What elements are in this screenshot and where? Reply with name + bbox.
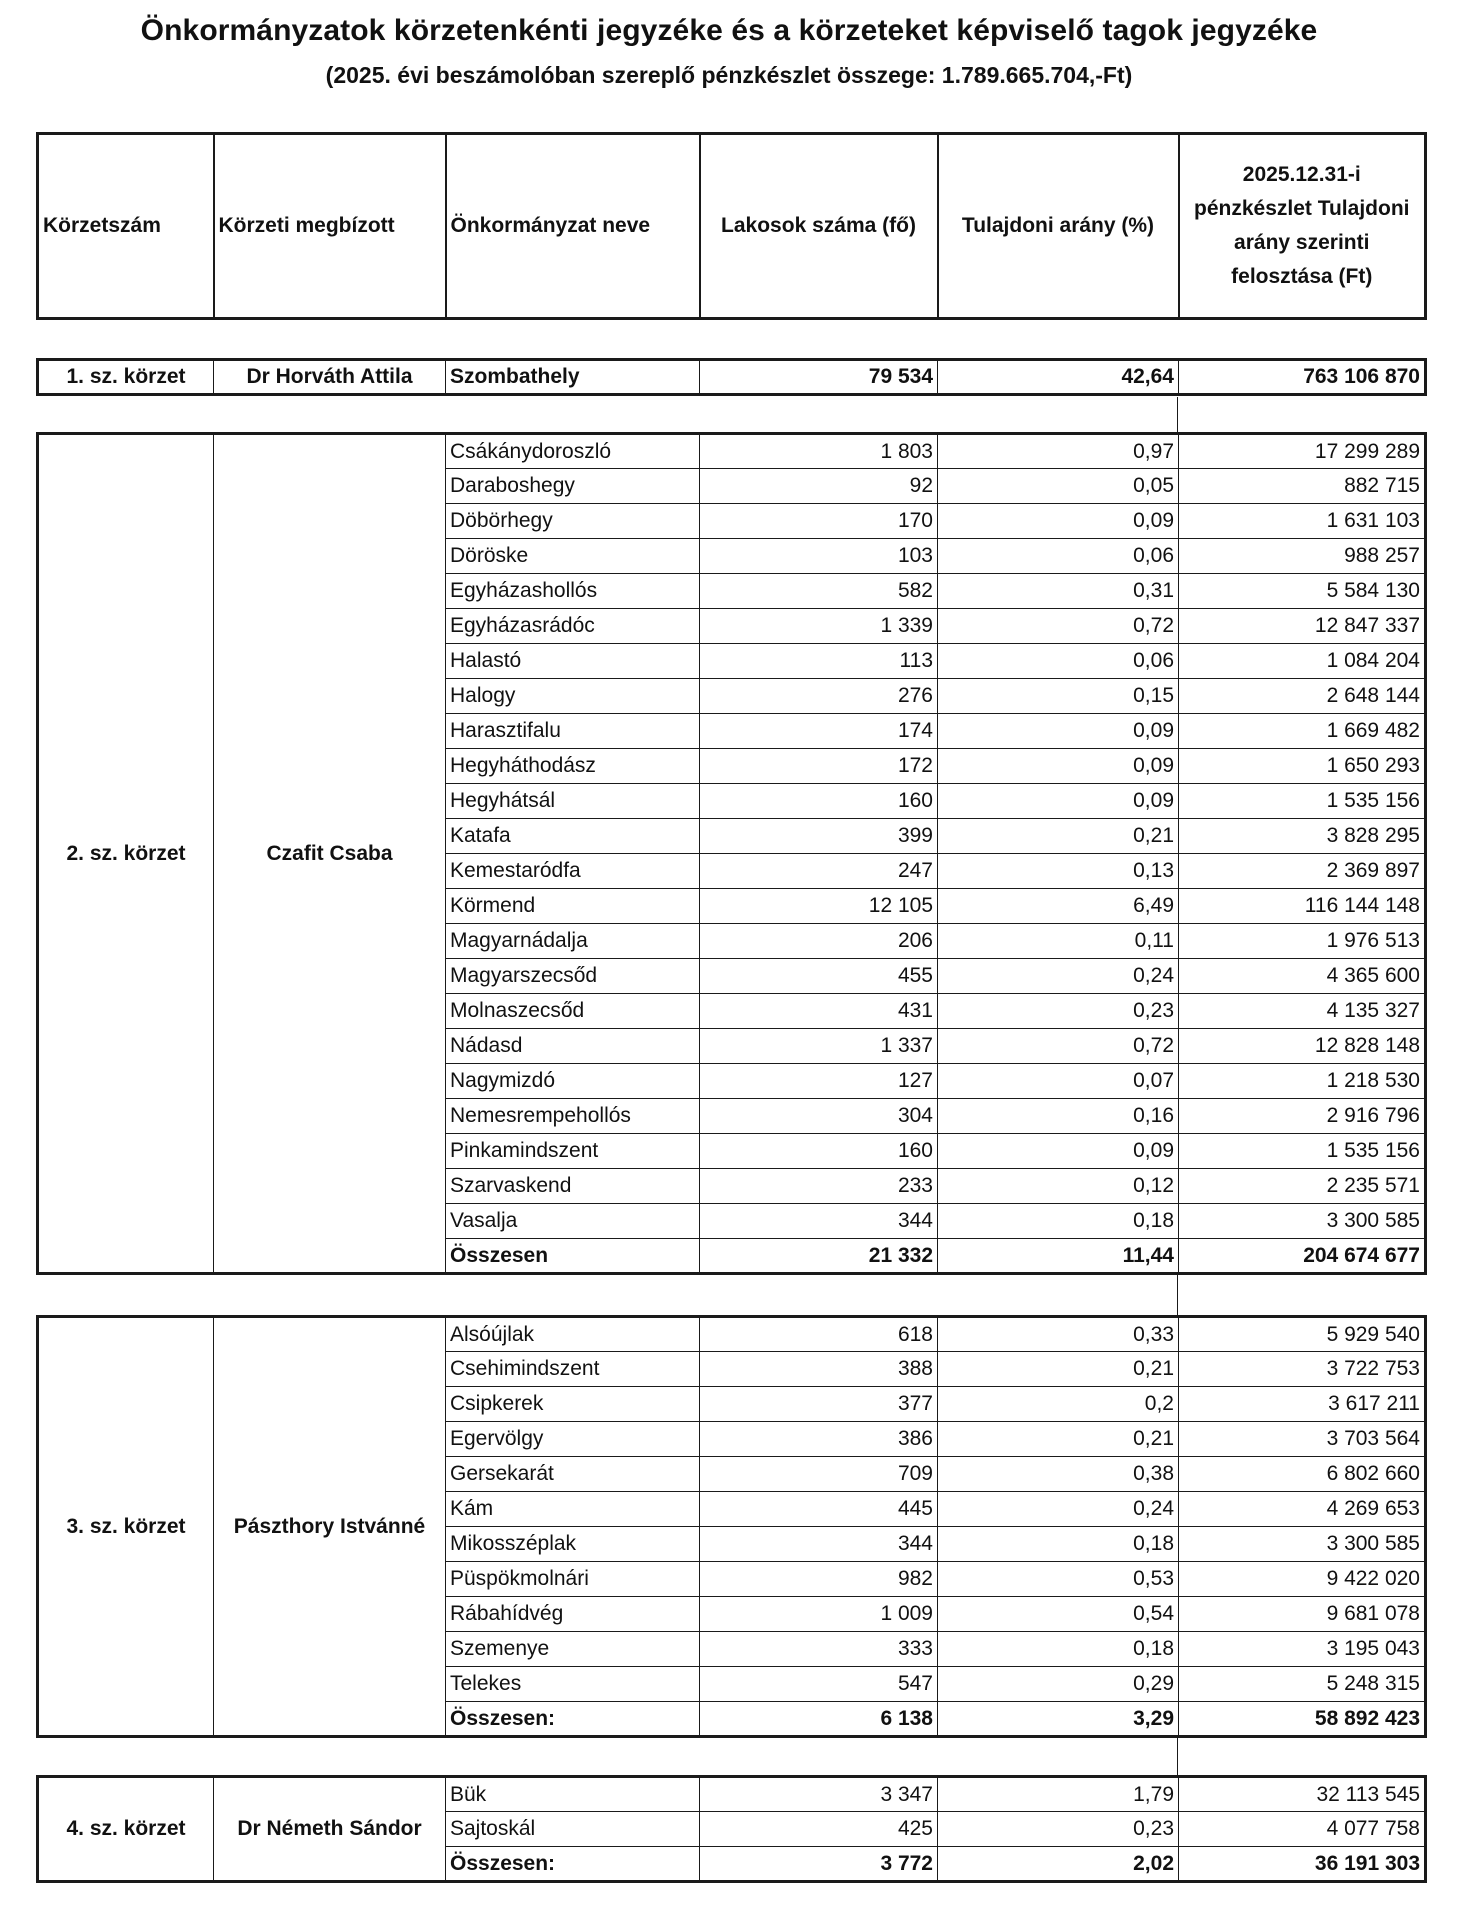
residents-count: 247	[700, 854, 938, 889]
residents-count: 388	[700, 1352, 938, 1387]
ownership-share: 0,24	[938, 1492, 1179, 1527]
ownership-share: 0,06	[938, 539, 1179, 574]
ownership-share: 0,72	[938, 609, 1179, 644]
municipality-name: Nemesrempehollós	[446, 1099, 700, 1134]
residents-count: 3 772	[700, 1847, 938, 1882]
header-district-number: Körzetszám	[38, 134, 214, 319]
cash-allocation: 1 084 204	[1179, 644, 1426, 679]
municipality-name: Döröske	[446, 539, 700, 574]
cash-allocation: 4 135 327	[1179, 994, 1426, 1029]
municipality-name: Hegyhátsál	[446, 784, 700, 819]
district-number: 2. sz. körzet	[38, 434, 214, 1274]
cash-allocation: 3 617 211	[1179, 1387, 1426, 1422]
page-title: Önkormányzatok körzetenkénti jegyzéke és a körzeteket képviselő tagok jegyzéke	[140, 14, 1318, 47]
cash-allocation: 1 669 482	[1179, 714, 1426, 749]
ownership-share: 0,23	[938, 1812, 1179, 1847]
municipality-name: Bük	[446, 1777, 700, 1812]
cash-allocation: 3 722 753	[1179, 1352, 1426, 1387]
column-divider	[1177, 397, 1178, 432]
residents-count: 3 347	[700, 1777, 938, 1812]
residents-count: 547	[700, 1667, 938, 1702]
ownership-share: 0,05	[938, 469, 1179, 504]
cash-allocation: 882 715	[1179, 469, 1426, 504]
residents-count: 445	[700, 1492, 938, 1527]
district-representative: Dr Németh Sándor	[214, 1777, 446, 1882]
cash-allocation: 4 077 758	[1179, 1812, 1426, 1847]
cash-allocation: 17 299 289	[1179, 434, 1426, 469]
municipality-name: Halogy	[446, 679, 700, 714]
ownership-share: 0,72	[938, 1029, 1179, 1064]
municipality-name: Egyházasrádóc	[446, 609, 700, 644]
cash-allocation: 2 235 571	[1179, 1169, 1426, 1204]
municipality-name: Egervölgy	[446, 1422, 700, 1457]
cash-allocation: 5 929 540	[1179, 1317, 1426, 1352]
ownership-share: 2,02	[938, 1847, 1179, 1882]
ownership-share: 0,11	[938, 924, 1179, 959]
ownership-share: 0,16	[938, 1099, 1179, 1134]
ownership-share: 0,38	[938, 1457, 1179, 1492]
municipality-name: Alsóújlak	[446, 1317, 700, 1352]
residents-count: 709	[700, 1457, 938, 1492]
ownership-share: 0,09	[938, 1134, 1179, 1169]
residents-count: 79 534	[700, 360, 938, 395]
cash-allocation: 32 113 545	[1179, 1777, 1426, 1812]
residents-count: 1 803	[700, 434, 938, 469]
district-representative: Czafit Csaba	[214, 434, 446, 1274]
ownership-share: 0,07	[938, 1064, 1179, 1099]
ownership-share: 0,09	[938, 784, 1179, 819]
residents-count: 21 332	[700, 1239, 938, 1274]
residents-count: 92	[700, 469, 938, 504]
table-row	[38, 434, 1426, 469]
header-municipality-name: Önkormányzat neve	[446, 134, 700, 319]
cash-allocation: 3 195 043	[1179, 1632, 1426, 1667]
residents-count: 1 009	[700, 1597, 938, 1632]
cash-allocation: 9 681 078	[1179, 1597, 1426, 1632]
cash-allocation: 3 703 564	[1179, 1422, 1426, 1457]
column-divider	[1177, 1735, 1178, 1775]
residents-count: 377	[700, 1387, 938, 1422]
ownership-share: 0,13	[938, 854, 1179, 889]
municipality-name: Vasalja	[446, 1204, 700, 1239]
municipality-name: Püspökmolnári	[446, 1562, 700, 1597]
residents-count: 160	[700, 784, 938, 819]
cash-allocation: 12 847 337	[1179, 609, 1426, 644]
header-row	[38, 134, 1426, 319]
residents-count: 455	[700, 959, 938, 994]
ownership-share: 0,12	[938, 1169, 1179, 1204]
residents-count: 113	[700, 644, 938, 679]
municipality-name: Telekes	[446, 1667, 700, 1702]
residents-count: 982	[700, 1562, 938, 1597]
municipality-name: Nádasd	[446, 1029, 700, 1064]
cash-allocation: 58 892 423	[1179, 1702, 1426, 1737]
residents-count: 6 138	[700, 1702, 938, 1737]
ownership-share: 0,23	[938, 994, 1179, 1029]
cash-allocation: 3 300 585	[1179, 1204, 1426, 1239]
cash-allocation: 1 218 530	[1179, 1064, 1426, 1099]
cash-allocation: 1 650 293	[1179, 749, 1426, 784]
municipality-name: Szarvaskend	[446, 1169, 700, 1204]
municipality-name: Nagymizdó	[446, 1064, 700, 1099]
municipality-name: Döbörhegy	[446, 504, 700, 539]
ownership-share: 0,31	[938, 574, 1179, 609]
residents-count: 170	[700, 504, 938, 539]
ownership-share: 0,2	[938, 1387, 1179, 1422]
ownership-share: 0,18	[938, 1204, 1179, 1239]
municipality-name: Szemenye	[446, 1632, 700, 1667]
municipality-name: Kám	[446, 1492, 700, 1527]
residents-count: 333	[700, 1632, 938, 1667]
municipality-name: Halastó	[446, 644, 700, 679]
ownership-share: 11,44	[938, 1239, 1179, 1274]
residents-count: 582	[700, 574, 938, 609]
ownership-share: 0,54	[938, 1597, 1179, 1632]
ownership-share: 42,64	[938, 360, 1179, 395]
cash-allocation: 2 648 144	[1179, 679, 1426, 714]
cash-allocation: 36 191 303	[1179, 1847, 1426, 1882]
ownership-share: 0,09	[938, 504, 1179, 539]
residents-count: 174	[700, 714, 938, 749]
ownership-share: 0,06	[938, 644, 1179, 679]
header-representative: Körzeti megbízott	[214, 134, 446, 319]
residents-count: 206	[700, 924, 938, 959]
cash-allocation: 988 257	[1179, 539, 1426, 574]
district-representative: Pászthory Istvánné	[214, 1317, 446, 1737]
ownership-share: 0,18	[938, 1527, 1179, 1562]
municipality-name: Csipkerek	[446, 1387, 700, 1422]
header-cash-allocation: 2025.12.31-i pénzkészlet Tulajdoni arány szerinti felosztása (Ft)	[1179, 134, 1426, 319]
header-table	[36, 132, 1427, 320]
cash-allocation: 3 828 295	[1179, 819, 1426, 854]
municipality-name: Szombathely	[446, 360, 700, 395]
municipality-name: Katafa	[446, 819, 700, 854]
residents-count: 399	[700, 819, 938, 854]
ownership-share: 1,79	[938, 1777, 1179, 1812]
cash-allocation: 5 584 130	[1179, 574, 1426, 609]
ownership-share: 0,18	[938, 1632, 1179, 1667]
ownership-share: 0,09	[938, 714, 1179, 749]
residents-count: 172	[700, 749, 938, 784]
cash-allocation: 4 365 600	[1179, 959, 1426, 994]
municipality-name: Magyarnádalja	[446, 924, 700, 959]
residents-count: 103	[700, 539, 938, 574]
district-number: 3. sz. körzet	[38, 1317, 214, 1737]
cash-allocation: 6 802 660	[1179, 1457, 1426, 1492]
cash-allocation: 1 976 513	[1179, 924, 1426, 959]
residents-count: 386	[700, 1422, 938, 1457]
municipality-name: Csehimindszent	[446, 1352, 700, 1387]
cash-allocation: 763 106 870	[1179, 360, 1426, 395]
municipality-name: Körmend	[446, 889, 700, 924]
residents-count: 12 105	[700, 889, 938, 924]
page-subtitle: (2025. évi beszámolóban szereplő pénzkészlet összege: 1.789.665.704,-Ft)	[325, 62, 1133, 88]
municipality-name: Hegyháthodász	[446, 749, 700, 784]
municipality-name: Kemestaródfa	[446, 854, 700, 889]
residents-count: 160	[700, 1134, 938, 1169]
ownership-share: 0,09	[938, 749, 1179, 784]
cash-allocation: 12 828 148	[1179, 1029, 1426, 1064]
ownership-share: 0,21	[938, 819, 1179, 854]
cash-allocation: 9 422 020	[1179, 1562, 1426, 1597]
cash-allocation: 1 535 156	[1179, 784, 1426, 819]
municipality-name: Molnaszecsőd	[446, 994, 700, 1029]
cash-allocation: 5 248 315	[1179, 1667, 1426, 1702]
ownership-share: 0,97	[938, 434, 1179, 469]
municipality-name: Csákánydoroszló	[446, 434, 700, 469]
residents-count: 233	[700, 1169, 938, 1204]
cash-allocation: 1 631 103	[1179, 504, 1426, 539]
cash-allocation: 116 144 148	[1179, 889, 1426, 924]
cash-allocation: 2 369 897	[1179, 854, 1426, 889]
municipality-name: Daraboshegy	[446, 469, 700, 504]
residents-count: 276	[700, 679, 938, 714]
residents-count: 431	[700, 994, 938, 1029]
municipality-name: Összesen:	[446, 1702, 700, 1737]
ownership-share: 0,24	[938, 959, 1179, 994]
ownership-share: 0,15	[938, 679, 1179, 714]
residents-count: 425	[700, 1812, 938, 1847]
municipality-name: Összesen	[446, 1239, 700, 1274]
municipality-name: Gersekarát	[446, 1457, 700, 1492]
district-table	[36, 1775, 1427, 1883]
table-row	[38, 1317, 1426, 1352]
ownership-share: 0,53	[938, 1562, 1179, 1597]
column-divider	[1177, 1275, 1178, 1315]
header-ownership-share: Tulajdoni arány (%)	[938, 134, 1179, 319]
residents-count: 1 339	[700, 609, 938, 644]
district-table	[36, 1315, 1427, 1738]
residents-count: 618	[700, 1317, 938, 1352]
table-row	[38, 1777, 1426, 1812]
municipality-name: Pinkamindszent	[446, 1134, 700, 1169]
cash-allocation: 2 916 796	[1179, 1099, 1426, 1134]
municipality-name: Rábahídvég	[446, 1597, 700, 1632]
ownership-share: 0,21	[938, 1422, 1179, 1457]
ownership-share: 0,21	[938, 1352, 1179, 1387]
residents-count: 304	[700, 1099, 938, 1134]
cash-allocation: 1 535 156	[1179, 1134, 1426, 1169]
district-table	[36, 358, 1427, 396]
cash-allocation: 4 269 653	[1179, 1492, 1426, 1527]
district-representative: Dr Horváth Attila	[214, 360, 446, 395]
ownership-share: 3,29	[938, 1702, 1179, 1737]
ownership-share: 0,33	[938, 1317, 1179, 1352]
cash-allocation: 204 674 677	[1179, 1239, 1426, 1274]
municipality-name: Sajtoskál	[446, 1812, 700, 1847]
municipality-name: Egyházashollós	[446, 574, 700, 609]
municipality-name: Magyarszecsőd	[446, 959, 700, 994]
header-residents: Lakosok száma (fő)	[700, 134, 938, 319]
residents-count: 1 337	[700, 1029, 938, 1064]
municipality-name: Harasztifalu	[446, 714, 700, 749]
residents-count: 344	[700, 1204, 938, 1239]
cash-allocation: 3 300 585	[1179, 1527, 1426, 1562]
table-row	[38, 360, 1426, 395]
municipality-name: Összesen:	[446, 1847, 700, 1882]
district-number: 1. sz. körzet	[38, 360, 214, 395]
district-table	[36, 432, 1427, 1275]
ownership-share: 6,49	[938, 889, 1179, 924]
ownership-share: 0,29	[938, 1667, 1179, 1702]
municipality-name: Mikosszéplak	[446, 1527, 700, 1562]
residents-count: 127	[700, 1064, 938, 1099]
district-number: 4. sz. körzet	[38, 1777, 214, 1882]
residents-count: 344	[700, 1527, 938, 1562]
